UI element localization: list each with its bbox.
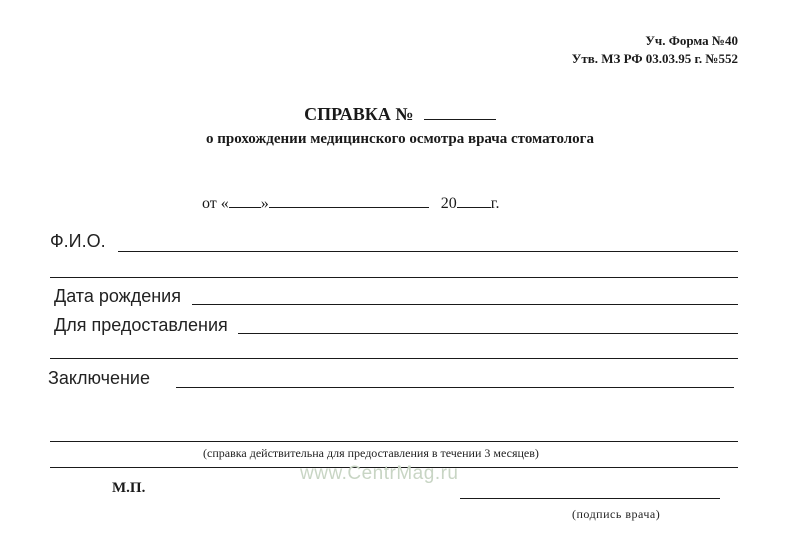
watermark: www.CentrMag.ru (300, 463, 459, 484)
year-suffix: г. (490, 195, 500, 212)
fio-label: Ф.И.О. (50, 231, 106, 251)
date-line (202, 195, 500, 213)
certificate-number-field[interactable] (424, 119, 496, 120)
doctor-signature-field[interactable] (460, 498, 720, 499)
title-label: СПРАВКА № (304, 104, 414, 124)
date-quote-close: » (260, 195, 269, 212)
month-field[interactable] (269, 207, 429, 208)
conclusion-label: Заключение (48, 368, 150, 388)
year-prefix: 20 (440, 195, 457, 212)
date-quote-open: « (220, 195, 229, 212)
provide-to-field-continuation[interactable] (50, 358, 738, 359)
day-field[interactable] (229, 207, 261, 208)
date-prefix: от (202, 195, 217, 212)
document-title (0, 104, 800, 125)
fio-field-continuation[interactable] (50, 277, 738, 278)
form-approval: Утв. МЗ РФ 03.03.95 г. №552 (571, 51, 738, 66)
document-subtitle: о прохождении медицинского осмотра врача стоматолога (206, 131, 594, 147)
provide-to-field[interactable] (238, 333, 738, 334)
conclusion-field[interactable] (176, 387, 734, 388)
birth-date-field[interactable] (192, 304, 738, 305)
birth-date-label: Дата рождения (54, 286, 181, 306)
form-number: Уч. Форма №40 (645, 33, 738, 48)
signature-caption: (подпись врача) (572, 507, 661, 521)
year-field[interactable] (457, 207, 491, 208)
stamp-label: М.П. (112, 480, 146, 496)
validity-note: (справка действительна для предоставления в течении 3 месяцев) (203, 446, 539, 460)
provide-to-label: Для предоставления (54, 315, 228, 335)
fio-field[interactable] (118, 251, 738, 252)
conclusion-field-continuation[interactable] (50, 441, 738, 442)
